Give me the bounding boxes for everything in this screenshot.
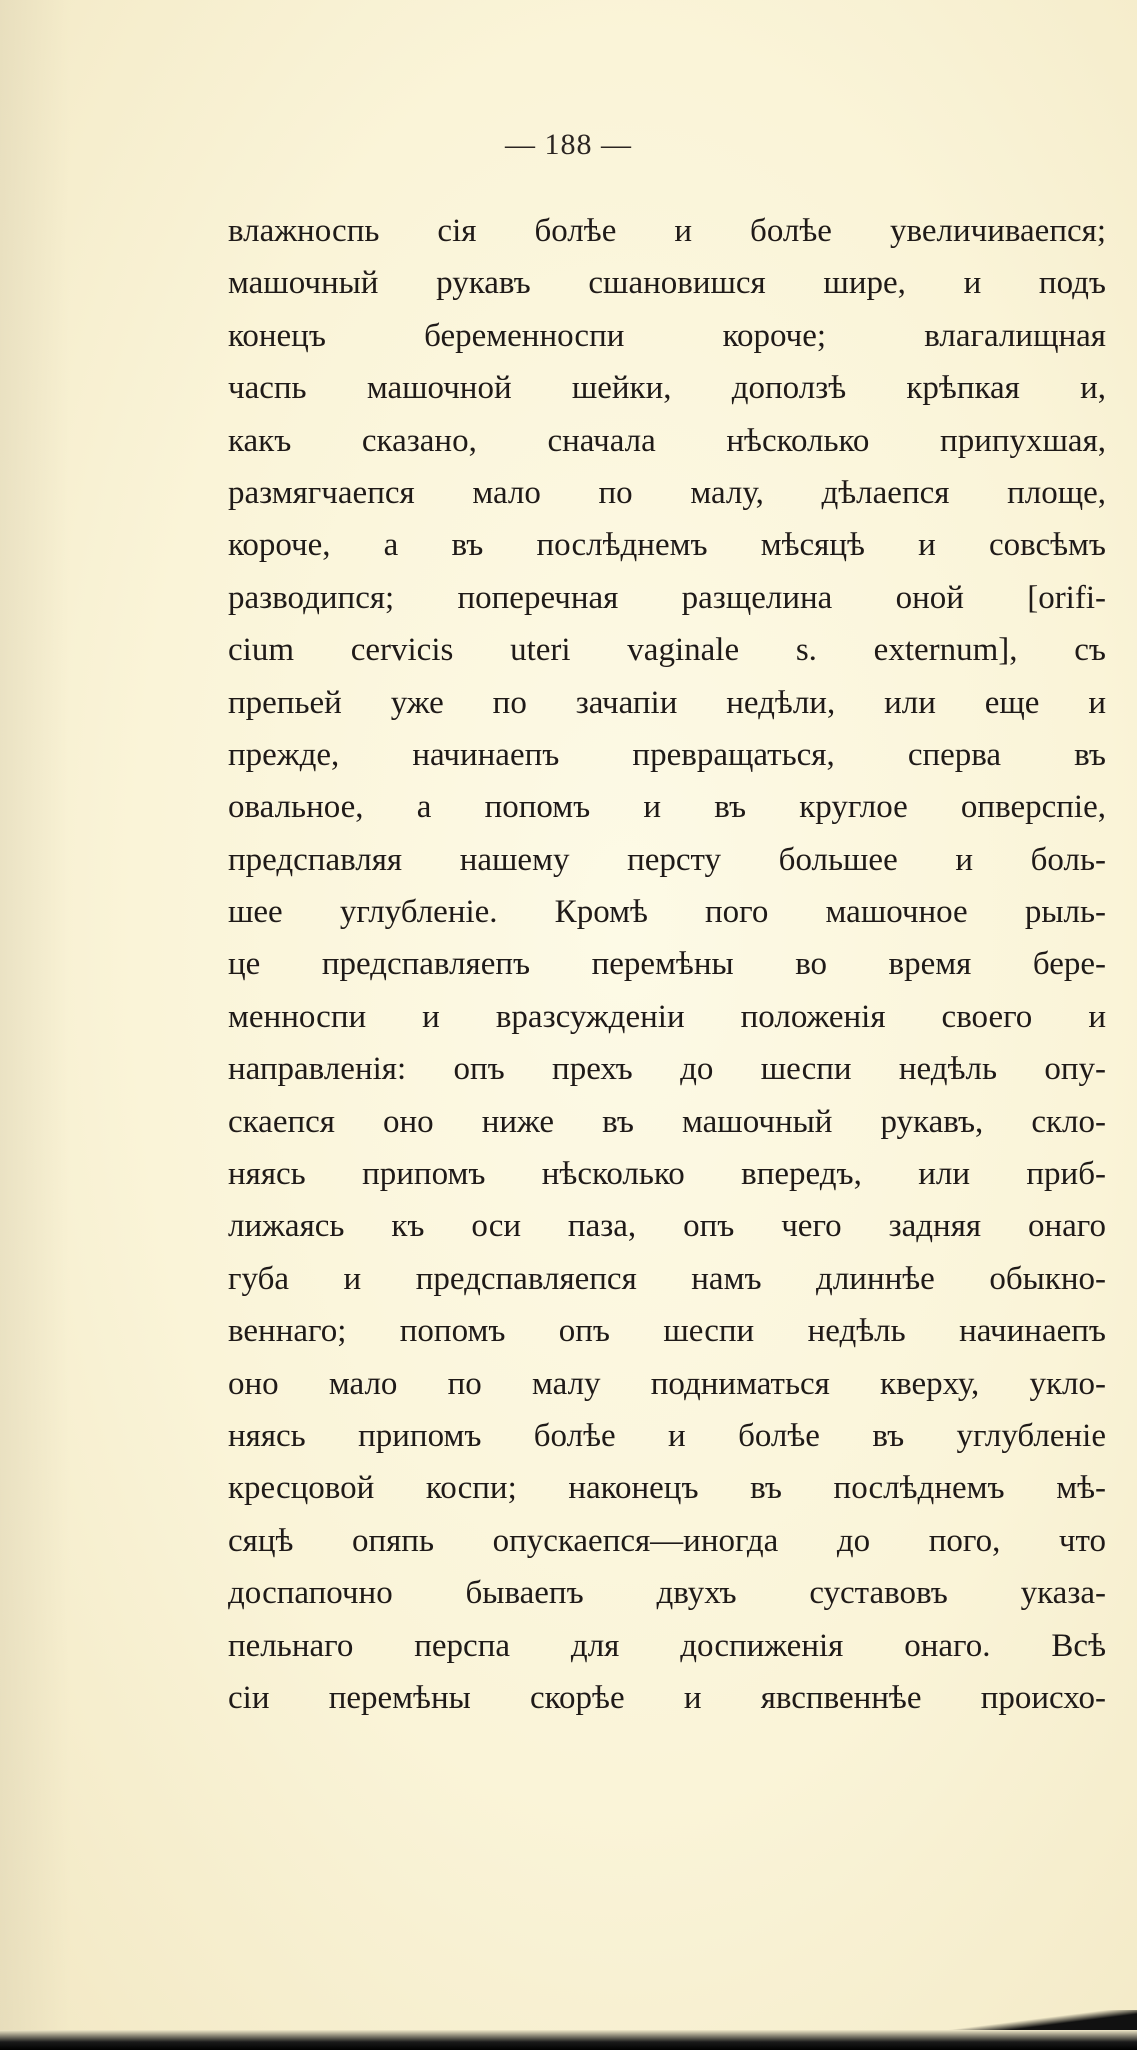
text-line: направленія: опъ прехъ до шеспи недѣль опу- (228, 1051, 1106, 1088)
text-line: веннаго; попомъ опъ шеспи недѣль начинаепъ (228, 1313, 1106, 1350)
page-number: — 188 — (505, 128, 632, 161)
text-line: прежде, начинаепъ превращаться, сперва въ (228, 736, 1106, 773)
text-line: овальное, а попомъ и въ круглое опверспіе, (228, 789, 1106, 826)
text-line: скаепся оно ниже въ машочный рукавъ, скло- (228, 1103, 1106, 1140)
text-line: це предспавляепъ перемѣны во время бере- (228, 946, 1106, 983)
text-line: разводипся; поперечная разщелина оной [orifi- (228, 579, 1106, 616)
body-text (228, 205, 1106, 1724)
text-line: сяцѣ опяпь опускаепся—иногда до пого, что (228, 1522, 1106, 1559)
text-line: влажноспь сія болѣе и болѣе увеличиваепся; (228, 213, 1106, 249)
text-line: cium cervicis uteri vaginale s. externum], съ (228, 632, 1106, 669)
text-line: доспапочно бываепъ двухъ суставовъ указа- (228, 1575, 1106, 1612)
text-line: сіи перемѣны скорѣе и явспвеннѣе происхо- (228, 1679, 1106, 1716)
text-line: часпь машочной шейки, доползѣ крѣпкая и, (228, 370, 1106, 407)
text-line: губа и предспавляепся намъ длиннѣе обыкно- (228, 1260, 1106, 1297)
text-line: лижаясь къ оси паза, опъ чего задняя онаго (228, 1208, 1106, 1245)
text-line: размягчаепся мало по малу, дѣлаепся площе, (228, 474, 1106, 511)
text-line: короче, а въ послѣднемъ мѣсяцѣ и совсѣмъ (228, 527, 1106, 564)
text-line: предспавляя нашему персту большее и боль- (228, 841, 1106, 878)
text-line: какъ сказано, сначала нѣсколько припухшая, (228, 422, 1106, 459)
text-line: менноспи и вразсужденіи положенія своего и (228, 998, 1106, 1035)
text-line: кресцовой коспи; наконецъ въ послѣднемъ мѣ- (228, 1470, 1106, 1507)
page-gutter-shadow (0, 0, 70, 2050)
text-line: шее углубленіе. Кромѣ пого машочное рыль- (228, 894, 1106, 931)
text-line: машочный рукавъ сшановишся шире, и подъ (228, 265, 1106, 302)
text-line: няясь припомъ болѣе и болѣе въ углубленіе (228, 1417, 1106, 1454)
text-line: няясь припомъ нѣсколько впередъ, или приб- (228, 1156, 1106, 1193)
text-line: пельнаго перспа для доспиженія онаго. Всѣ (228, 1627, 1106, 1664)
text-line: препьей уже по зачапіи недѣли, или еще и (228, 684, 1106, 721)
text-line: оно мало по малу подниматься кверху, укло- (228, 1365, 1106, 1402)
page-bottom-edge (0, 2030, 1137, 2050)
text-line: конецъ беременноспи короче; влагалищная (228, 317, 1106, 354)
